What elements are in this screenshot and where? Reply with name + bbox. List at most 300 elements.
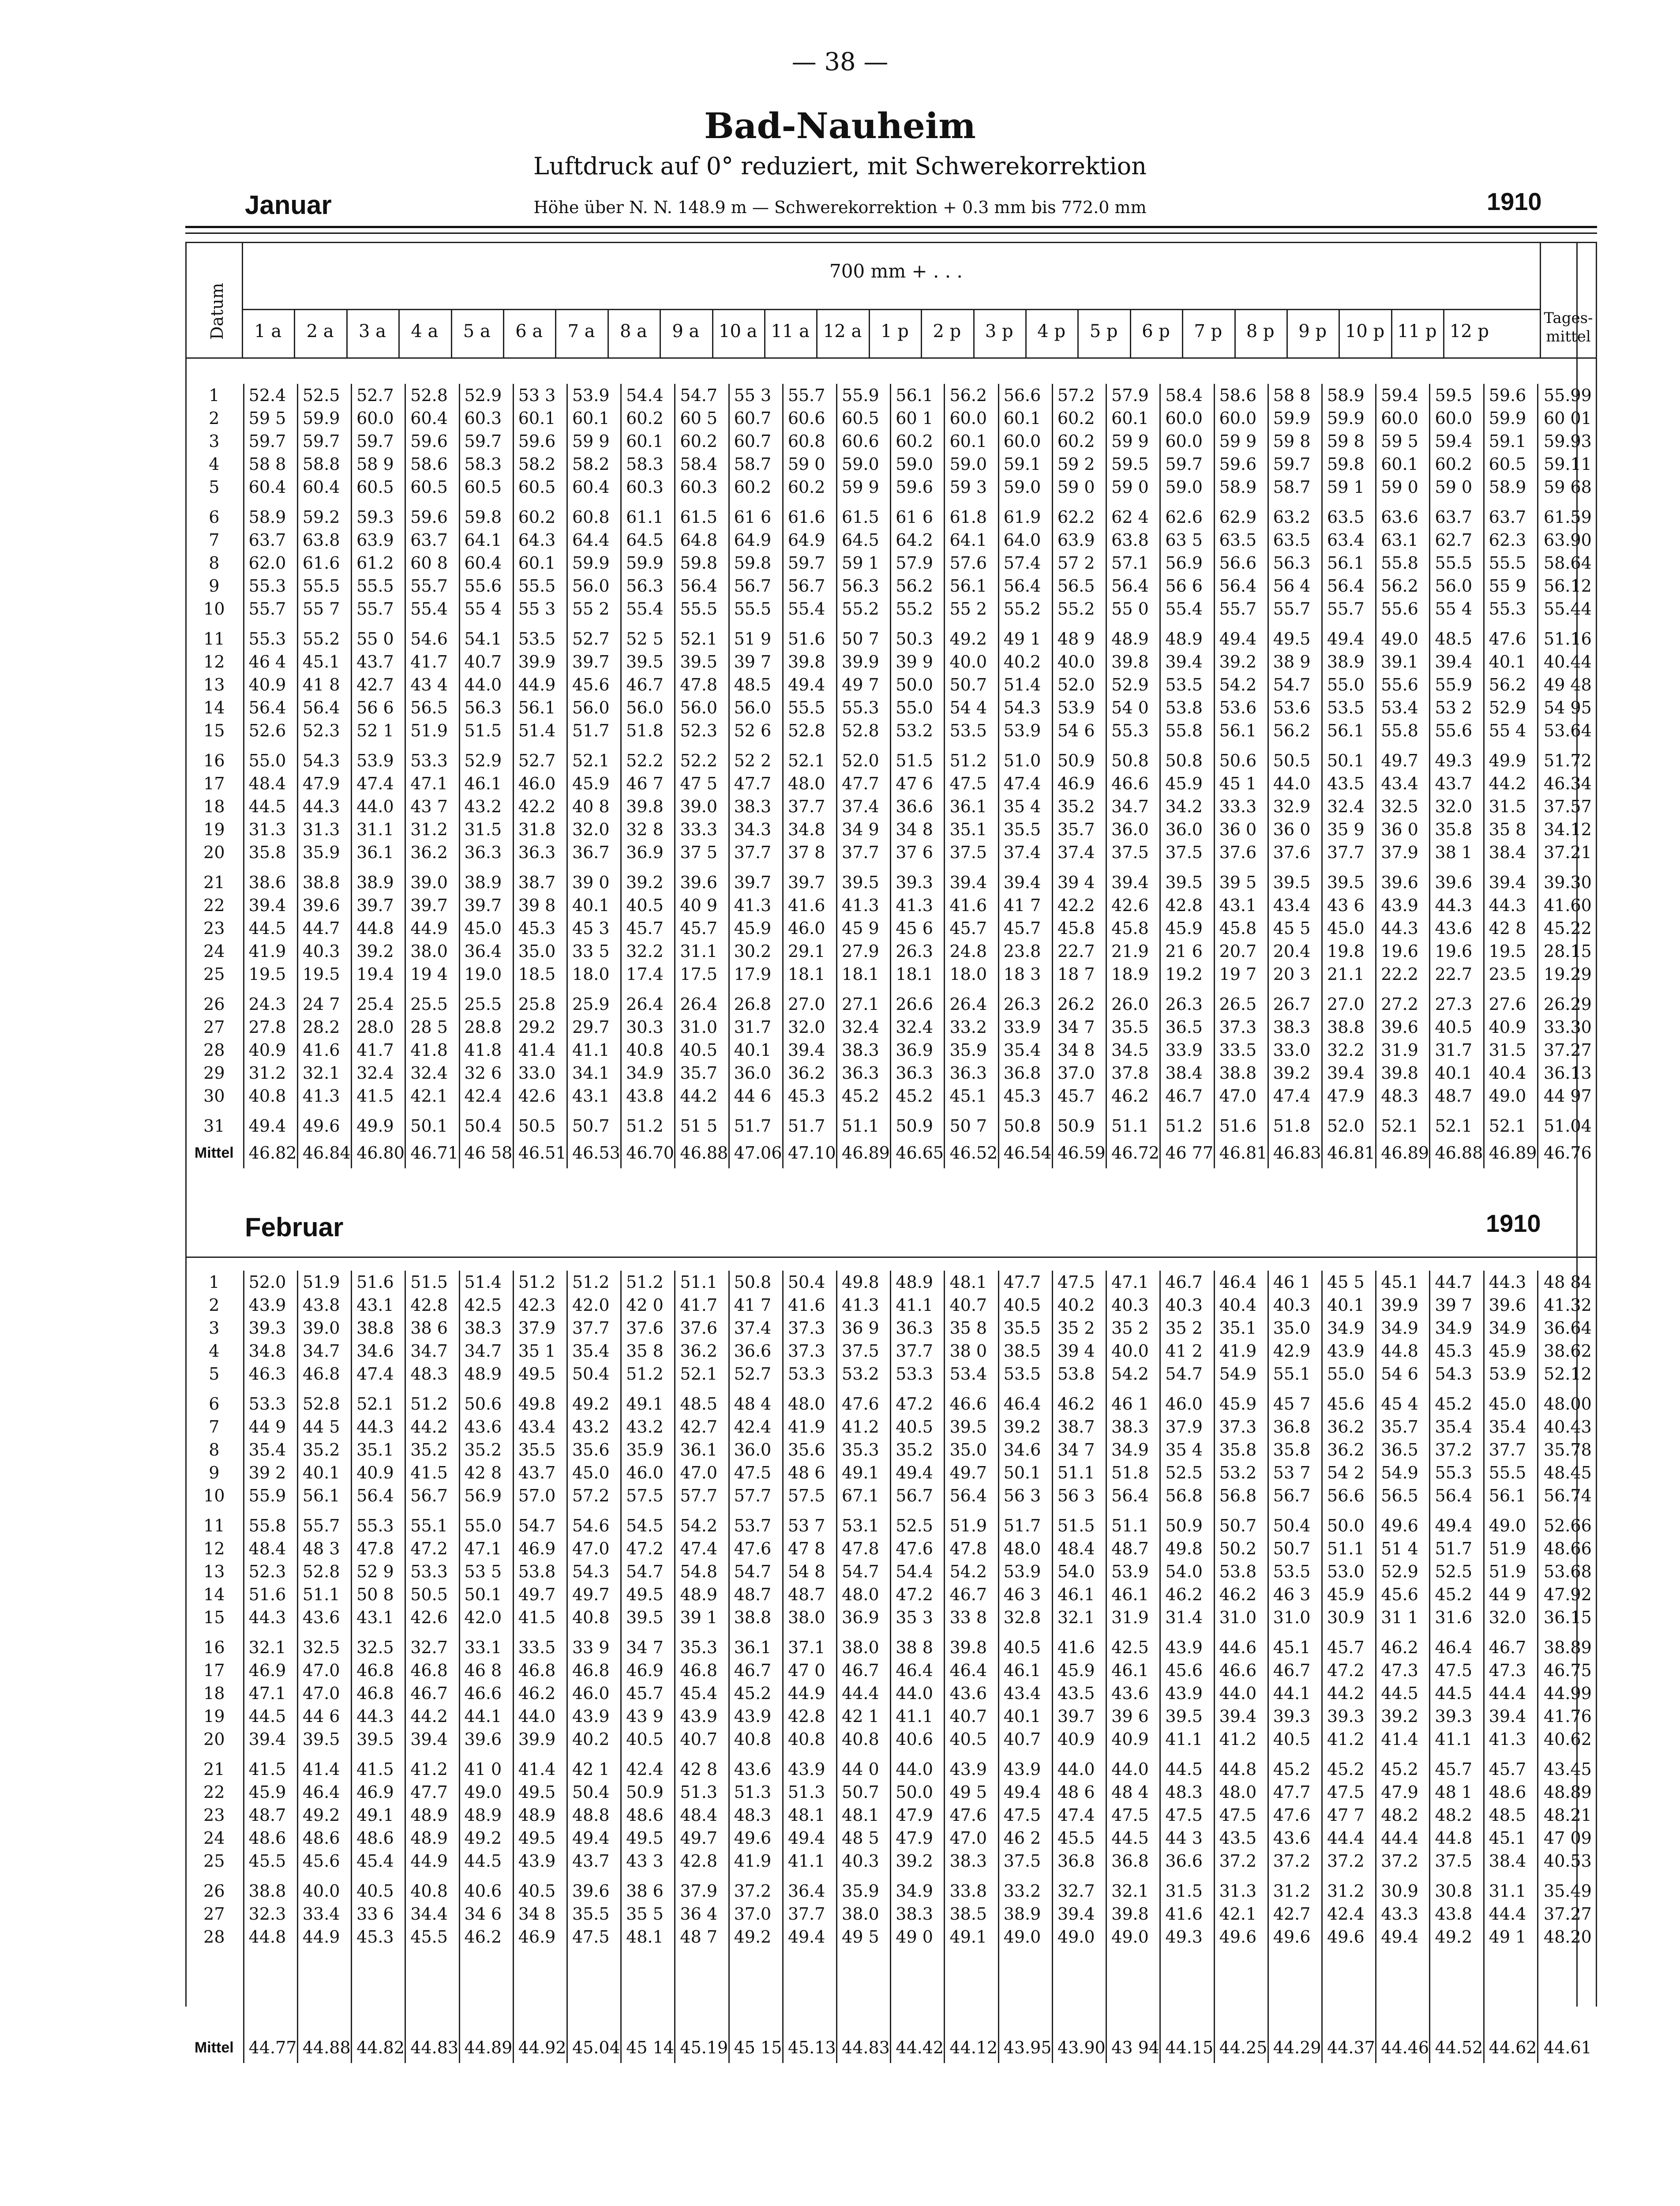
hourly-mean: 44.15 (1160, 2032, 1214, 2063)
pressure-value: 58.3 (459, 453, 513, 476)
pressure-value: 18.0 (567, 963, 621, 986)
pressure-value: 37 8 (783, 841, 836, 864)
table-row (185, 1659, 1597, 1682)
pressure-value: 48 9 (1052, 627, 1106, 650)
pressure-value: 35 2 (1160, 1317, 1214, 1339)
pressure-value: 33 8 (945, 1606, 998, 1629)
pressure-value: 44.3 (297, 795, 351, 818)
pressure-value: 50.4 (567, 1781, 621, 1804)
pressure-value: 59 3 (945, 476, 998, 499)
monthly-mean: 46.76 (1538, 1137, 1597, 1168)
pressure-value: 47.8 (352, 1537, 405, 1560)
pressure-value: 51.6 (1214, 1114, 1268, 1137)
hourly-mean: 44.88 (297, 2032, 351, 2063)
hourly-mean: 47.10 (783, 1137, 836, 1168)
pressure-value: 18.1 (837, 963, 891, 986)
pressure-value: 47.6 (945, 1804, 998, 1827)
hourly-mean: 45 14 (621, 2032, 675, 2063)
pressure-value: 62.7 (1430, 529, 1484, 552)
pressure-value: 64.5 (837, 529, 891, 552)
pressure-value: 46.9 (1052, 772, 1106, 795)
pressure-value: 37.7 (783, 795, 836, 818)
pressure-value: 38.8 (1322, 1016, 1376, 1039)
hour-header-14: 2 p (933, 321, 961, 341)
pressure-value: 56.4 (675, 574, 729, 597)
pressure-value: 36.3 (891, 1062, 945, 1084)
pressure-value: 36.3 (837, 1062, 891, 1084)
pressure-value: 47.6 (1268, 1804, 1322, 1827)
pressure-value: 45.7 (1430, 1758, 1484, 1781)
hour-header-12: 12 a (823, 321, 862, 341)
pressure-value: 41.8 (459, 1039, 513, 1062)
pressure-value: 54.7 (1160, 1362, 1214, 1385)
pressure-value: 37.5 (1106, 841, 1160, 864)
pressure-value: 49.0 (1484, 1514, 1538, 1537)
pressure-value: 58 9 (352, 453, 405, 476)
pressure-value: 51.9 (1484, 1560, 1538, 1583)
pressure-value: 45.7 (998, 917, 1052, 940)
pressure-value: 36.1 (675, 1438, 729, 1461)
pressure-value: 39 7 (1430, 1294, 1484, 1317)
pressure-value: 25.5 (459, 993, 513, 1016)
pressure-value: 31.9 (1376, 1039, 1430, 1062)
pressure-value: 50.7 (1214, 1514, 1268, 1537)
pressure-value: 47.5 (1322, 1781, 1376, 1804)
pressure-value: 59.4 (1376, 384, 1430, 407)
pressure-value: 47 8 (783, 1537, 836, 1560)
day-cell: 6 (209, 1394, 220, 1414)
pressure-value: 55.1 (1268, 1362, 1322, 1385)
day-cell: 28 (203, 1040, 225, 1060)
pressure-value: 36.6 (891, 795, 945, 818)
pressure-value: 39.4 (1484, 1705, 1538, 1728)
pressure-value: 38.7 (513, 871, 567, 894)
pressure-value: 43.4 (513, 1415, 567, 1438)
pressure-value: 34.7 (459, 1339, 513, 1362)
pressure-value: 42.5 (459, 1294, 513, 1317)
pressure-value: 47.0 (945, 1827, 998, 1850)
pressure-value: 44.0 (513, 1705, 567, 1728)
pressure-value: 46.6 (1214, 1659, 1268, 1682)
pressure-value: 35.4 (244, 1438, 297, 1461)
pressure-value: 38 6 (621, 1880, 675, 1902)
pressure-value: 34.8 (244, 1339, 297, 1362)
pressure-value: 52.8 (297, 1392, 351, 1415)
pressure-value: 36.8 (998, 1062, 1052, 1084)
pressure-value: 44.5 (244, 917, 297, 940)
pressure-value: 47.1 (459, 1537, 513, 1560)
daily-mean: 36.13 (1538, 1062, 1597, 1084)
daily-mean: 37.27 (1538, 1039, 1597, 1062)
table-row (185, 940, 1597, 963)
pressure-value: 53.7 (729, 1514, 783, 1537)
pressure-value: 59 0 (1376, 476, 1430, 499)
pressure-value: 36.6 (729, 1339, 783, 1362)
pressure-value: 55 0 (352, 627, 405, 650)
pressure-value: 37.2 (1322, 1850, 1376, 1872)
pressure-value: 45 4 (1376, 1392, 1430, 1415)
pressure-value: 42.4 (459, 1084, 513, 1107)
pressure-value: 59.0 (891, 453, 945, 476)
day-cell: 20 (203, 1730, 225, 1749)
daily-mean: 36.64 (1538, 1317, 1597, 1339)
pressure-value: 45.9 (244, 1781, 297, 1804)
pressure-value: 59.0 (945, 453, 998, 476)
pressure-value: 44.0 (1052, 1758, 1106, 1781)
daily-mean: 52.66 (1538, 1514, 1597, 1537)
pressure-value: 54.5 (621, 1514, 675, 1537)
pressure-value: 60.6 (837, 430, 891, 453)
pressure-value: 47.6 (729, 1537, 783, 1560)
pressure-value: 39.2 (621, 871, 675, 894)
pressure-value: 38.8 (297, 871, 351, 894)
pressure-value: 42.6 (405, 1606, 459, 1629)
pressure-value: 48.9 (1106, 627, 1160, 650)
daily-mean: 26.29 (1538, 993, 1597, 1016)
pressure-value: 59.7 (1268, 453, 1322, 476)
table-row (185, 453, 1597, 476)
hour-header-22: 10 p (1345, 321, 1385, 341)
pressure-value: 45 6 (891, 917, 945, 940)
pressure-value: 39.5 (1160, 1705, 1214, 1728)
pressure-value: 50.2 (1214, 1537, 1268, 1560)
pressure-value: 31.7 (1430, 1039, 1484, 1062)
pressure-value: 54 0 (1106, 696, 1160, 719)
day-cell: 24 (203, 1828, 225, 1848)
pressure-value: 60.0 (1160, 407, 1214, 430)
pressure-value: 51.4 (513, 719, 567, 742)
table-row (185, 1682, 1597, 1705)
mittel-row (185, 2032, 1597, 2063)
pressure-value: 43.6 (729, 1758, 783, 1781)
pressure-value: 55.2 (1052, 597, 1106, 620)
pressure-value: 33.4 (297, 1902, 351, 1925)
pressure-value: 33.5 (513, 1636, 567, 1659)
pressure-value: 41.2 (1214, 1728, 1268, 1751)
table-row (185, 627, 1597, 650)
pressure-value: 56.4 (244, 696, 297, 719)
pressure-value: 45 1 (1214, 772, 1268, 795)
pressure-value: 41.6 (783, 1294, 836, 1317)
pressure-value: 39 9 (891, 650, 945, 673)
pressure-value: 47.9 (297, 772, 351, 795)
pressure-value: 40.7 (459, 650, 513, 673)
pressure-value: 47.0 (675, 1461, 729, 1484)
pressure-value: 51 5 (675, 1114, 729, 1137)
pressure-value: 59 2 (1052, 453, 1106, 476)
pressure-value: 37.2 (1268, 1850, 1322, 1872)
pressure-value: 52.7 (352, 384, 405, 407)
day-cell: 15 (203, 721, 225, 740)
pressure-value: 47.9 (891, 1827, 945, 1850)
pressure-value: 48.1 (783, 1804, 836, 1827)
pressure-value: 47.4 (352, 1362, 405, 1385)
pressure-value: 55.0 (1322, 673, 1376, 696)
pressure-value: 44.6 (1214, 1636, 1268, 1659)
pressure-value: 46.8 (405, 1659, 459, 1682)
pressure-value: 39 8 (513, 894, 567, 917)
pressure-value: 47.0 (297, 1682, 351, 1705)
pressure-value: 40.7 (998, 1728, 1052, 1751)
pressure-value: 48.0 (998, 1537, 1052, 1560)
pressure-value: 19.8 (1322, 940, 1376, 963)
hourly-mean: 43.95 (998, 2032, 1052, 2063)
pressure-value: 56.8 (1160, 1484, 1214, 1507)
pressure-value: 20.7 (1214, 940, 1268, 963)
pressure-value: 35.8 (1268, 1438, 1322, 1461)
pressure-value: 55.5 (513, 574, 567, 597)
pressure-value: 54.3 (297, 749, 351, 772)
pressure-value: 41.1 (891, 1705, 945, 1728)
pressure-value: 54.7 (1268, 673, 1322, 696)
pressure-value: 40.8 (405, 1880, 459, 1902)
pressure-value: 43.7 (352, 650, 405, 673)
pressure-value: 21.1 (1322, 963, 1376, 986)
pressure-value: 45.0 (567, 1461, 621, 1484)
pressure-value: 45 3 (567, 917, 621, 940)
header-divider (555, 309, 556, 357)
pressure-value: 46 8 (459, 1659, 513, 1682)
day-cell: 27 (203, 1904, 225, 1924)
daily-mean: 40.44 (1538, 650, 1597, 673)
pressure-value: 60.1 (567, 407, 621, 430)
hourly-mean: 46.81 (1214, 1137, 1268, 1168)
pressure-value: 54.7 (837, 1560, 891, 1583)
header-divider (869, 309, 870, 357)
pressure-value: 55 3 (513, 597, 567, 620)
pressure-value: 53.5 (1322, 696, 1376, 719)
pressure-value: 50.9 (1052, 749, 1106, 772)
pressure-value: 50.4 (459, 1114, 513, 1137)
pressure-value: 53.3 (783, 1362, 836, 1385)
pressure-value: 61.8 (945, 506, 998, 529)
pressure-value: 60.2 (783, 476, 836, 499)
pressure-value: 44.3 (1430, 894, 1484, 917)
pressure-value: 34 8 (513, 1902, 567, 1925)
pressure-value: 39.4 (405, 1728, 459, 1751)
pressure-value: 32.0 (1430, 795, 1484, 818)
pressure-value: 44.3 (1484, 1271, 1538, 1294)
pressure-value: 48.3 (1376, 1084, 1430, 1107)
pressure-value: 43.8 (621, 1084, 675, 1107)
pressure-value: 19.6 (1376, 940, 1430, 963)
pressure-value: 32.4 (837, 1016, 891, 1039)
pressure-value: 57.9 (891, 552, 945, 574)
pressure-value: 44.5 (244, 795, 297, 818)
pressure-value: 45.7 (1322, 1636, 1376, 1659)
pressure-value: 38.9 (459, 871, 513, 894)
pressure-value: 48 5 (837, 1827, 891, 1850)
day-cell: 22 (203, 896, 225, 915)
pressure-value: 34.9 (891, 1880, 945, 1902)
pressure-value: 40.3 (837, 1850, 891, 1872)
pressure-value: 21 6 (1160, 940, 1214, 963)
pressure-value: 48 4 (1106, 1781, 1160, 1804)
pressure-value: 44.0 (891, 1758, 945, 1781)
pressure-value: 54.3 (1430, 1362, 1484, 1385)
pressure-value: 60.5 (459, 476, 513, 499)
pressure-value: 35.1 (1214, 1317, 1268, 1339)
pressure-value: 38 9 (1268, 650, 1322, 673)
pressure-value: 31.5 (459, 818, 513, 841)
day-cell: 16 (203, 1638, 225, 1657)
pressure-value: 40.5 (621, 894, 675, 917)
pressure-value: 59.9 (1268, 407, 1322, 430)
pressure-value: 37.7 (837, 841, 891, 864)
pressure-value: 32.5 (297, 1636, 351, 1659)
pressure-value: 39.2 (1376, 1705, 1430, 1728)
pressure-value: 49.0 (1052, 1925, 1106, 1948)
pressure-value: 60.4 (405, 407, 459, 430)
day-cell: 27 (203, 1017, 225, 1037)
pressure-value: 51.1 (1322, 1537, 1376, 1560)
pressure-value: 45.6 (567, 673, 621, 696)
pressure-value: 36.0 (729, 1062, 783, 1084)
pressure-value: 44.8 (1376, 1339, 1430, 1362)
pressure-value: 39.6 (1376, 871, 1430, 894)
pressure-value: 61.5 (837, 506, 891, 529)
pressure-value: 47.5 (1160, 1804, 1214, 1827)
pressure-value: 37.3 (783, 1317, 836, 1339)
pressure-value: 53.8 (513, 1560, 567, 1583)
pressure-value: 47.3 (1484, 1659, 1538, 1682)
daily-mean: 63.90 (1538, 529, 1597, 552)
pressure-value: 46 4 (244, 650, 297, 673)
pressure-value: 35.1 (352, 1438, 405, 1461)
pressure-value: 51.1 (837, 1114, 891, 1137)
pressure-value: 36.7 (567, 841, 621, 864)
pressure-value: 39.5 (675, 650, 729, 673)
pressure-value: 35.2 (1052, 795, 1106, 818)
pressure-value: 41 2 (1160, 1339, 1214, 1362)
table-row (185, 1583, 1597, 1606)
pressure-value: 45.2 (1430, 1392, 1484, 1415)
table-row (185, 795, 1597, 818)
pressure-value: 36.9 (621, 841, 675, 864)
row-spacer (185, 1507, 1597, 1514)
pressure-value: 50.8 (1160, 749, 1214, 772)
day-cell: 24 (203, 942, 225, 961)
pressure-value: 64.4 (567, 529, 621, 552)
table-row (185, 719, 1597, 742)
pressure-value: 27.8 (244, 1016, 297, 1039)
pressure-value: 56.6 (1214, 552, 1268, 574)
pressure-value: 55.7 (1214, 597, 1268, 620)
pressure-value: 47.3 (1376, 1659, 1430, 1682)
pressure-value: 43.1 (352, 1606, 405, 1629)
pressure-value: 32.4 (891, 1016, 945, 1039)
pressure-value: 60.0 (998, 430, 1052, 453)
pressure-value: 41.1 (891, 1294, 945, 1317)
pressure-value: 39.5 (1268, 871, 1322, 894)
pressure-value: 37.5 (998, 1850, 1052, 1872)
pressure-value: 34.3 (729, 818, 783, 841)
pressure-value: 34.6 (352, 1339, 405, 1362)
pressure-value: 53 5 (459, 1560, 513, 1583)
pressure-value: 60.8 (567, 506, 621, 529)
pressure-value: 42.9 (1268, 1339, 1322, 1362)
pressure-value: 21.9 (1106, 940, 1160, 963)
row-spacer (185, 1629, 1597, 1636)
pressure-value: 44.0 (891, 1682, 945, 1705)
pressure-value: 45.3 (783, 1084, 836, 1107)
pressure-value: 60.0 (352, 407, 405, 430)
pressure-value: 45.2 (1322, 1758, 1376, 1781)
pressure-value: 59 9 (837, 476, 891, 499)
pressure-value: 51.9 (1484, 1537, 1538, 1560)
daily-mean: 58.64 (1538, 552, 1597, 574)
header-divider (1025, 309, 1027, 357)
pressure-value: 67.1 (837, 1484, 891, 1507)
month-label-januar: Januar (245, 190, 332, 220)
pressure-value: 46.8 (675, 1659, 729, 1682)
pressure-value: 56.0 (1430, 574, 1484, 597)
daily-mean: 37.27 (1538, 1902, 1597, 1925)
pressure-value: 60 5 (675, 407, 729, 430)
pressure-value: 38 8 (891, 1636, 945, 1659)
daily-mean: 40.62 (1538, 1728, 1597, 1751)
pressure-value: 42.4 (621, 1758, 675, 1781)
daily-mean: 48.66 (1538, 1537, 1597, 1560)
pressure-value: 46.3 (244, 1362, 297, 1385)
pressure-value: 32.4 (405, 1062, 459, 1084)
pressure-value: 54.6 (405, 627, 459, 650)
pressure-value: 48.6 (621, 1804, 675, 1827)
pressure-value: 39.2 (1268, 1062, 1322, 1084)
pressure-value: 57.7 (675, 1484, 729, 1507)
pressure-value: 33.3 (675, 818, 729, 841)
hour-header-9: 9 a (672, 321, 700, 341)
pressure-value: 35.9 (297, 841, 351, 864)
daily-mean: 44.99 (1538, 1682, 1597, 1705)
pressure-value: 46.7 (621, 673, 675, 696)
pressure-value: 54.0 (1160, 1560, 1214, 1583)
pressure-value: 40 8 (567, 795, 621, 818)
pressure-value: 58.3 (621, 453, 675, 476)
pressure-value: 26.4 (945, 993, 998, 1016)
hourly-mean: 46.81 (1322, 1137, 1376, 1168)
pressure-value: 42 8 (459, 1461, 513, 1484)
pressure-value: 51.5 (459, 719, 513, 742)
pressure-value: 55.7 (1322, 597, 1376, 620)
hourly-mean: 46.54 (998, 1137, 1052, 1168)
pressure-value: 59 8 (1268, 430, 1322, 453)
pressure-value: 51.8 (1106, 1461, 1160, 1484)
pressure-value: 47.5 (567, 1925, 621, 1948)
pressure-value: 60.1 (513, 407, 567, 430)
pressure-value: 40.8 (783, 1728, 836, 1751)
pressure-value: 52.3 (675, 719, 729, 742)
pressure-value: 63.5 (1268, 529, 1322, 552)
pressure-value: 52.0 (837, 749, 891, 772)
pressure-value: 48.1 (837, 1804, 891, 1827)
pressure-value: 48.6 (244, 1827, 297, 1850)
pressure-value: 50.3 (891, 627, 945, 650)
pressure-value: 35.1 (945, 818, 998, 841)
pressure-value: 35.4 (567, 1339, 621, 1362)
day-cell: 30 (203, 1086, 225, 1106)
hourly-mean: 46.80 (352, 1137, 405, 1168)
pressure-value: 44 6 (729, 1084, 783, 1107)
pressure-value: 35.7 (1376, 1415, 1430, 1438)
pressure-value: 53.5 (945, 719, 998, 742)
pressure-value: 40.1 (729, 1039, 783, 1062)
pressure-value: 48.4 (675, 1804, 729, 1827)
pressure-value: 31.0 (1214, 1606, 1268, 1629)
pressure-value: 39.7 (567, 650, 621, 673)
pressure-value: 49.6 (1214, 1925, 1268, 1948)
pressure-value: 63.8 (1106, 529, 1160, 552)
